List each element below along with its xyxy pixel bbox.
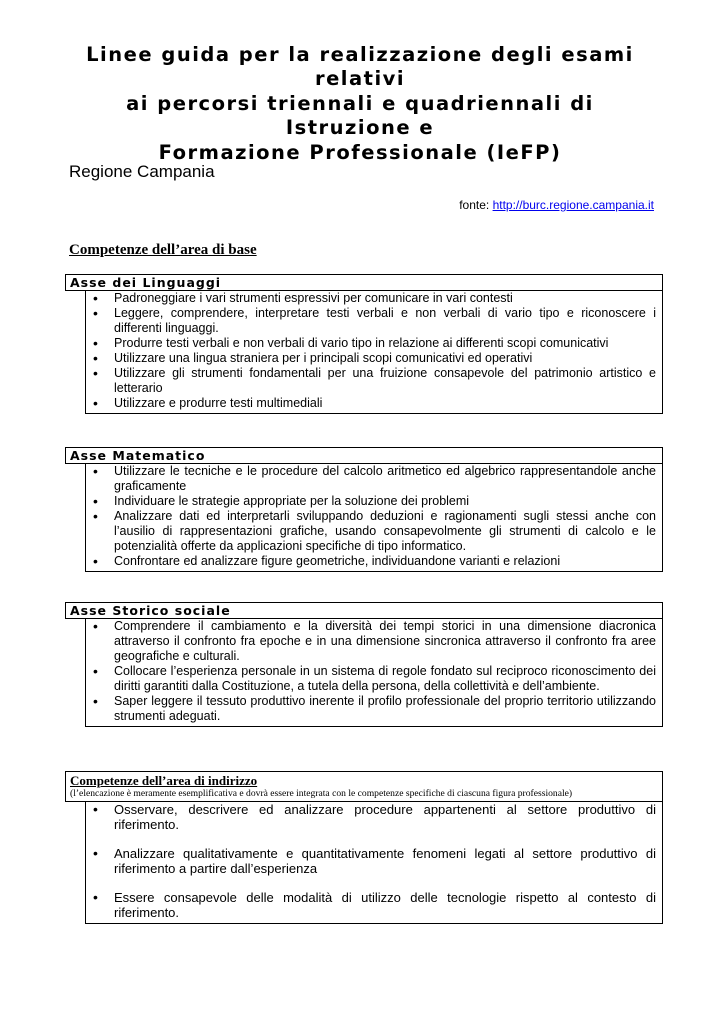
section-title: Asse dei Linguaggi	[65, 274, 663, 291]
list-item: • Confrontare ed analizzare figure geometriche, individuandone varianti e relazioni	[86, 554, 656, 569]
source-line	[459, 198, 654, 212]
list-item: • Padroneggiare i vari strumenti espressivi per comunicare in vari contesti	[86, 291, 656, 306]
address-title: Competenze dell’area di indirizzo	[70, 773, 258, 788]
source-link[interactable]: http://burc.regione.campania.it	[492, 198, 654, 212]
list-item: • Collocare l’esperienza personale in un sistema di regole fondato sul reciproco riconoscimento dei diritti garantiti dalla Costituzione, a tutela della persona, della collettività e dell’ambiente.	[86, 664, 656, 694]
competence-list	[86, 291, 656, 411]
competence-list	[86, 464, 656, 569]
title-line: ai percorsi triennali e quadriennali di	[126, 91, 594, 115]
section-title: Asse Matematico	[65, 447, 663, 464]
list-item: • Comprendere il cambiamento e la diversità dei tempi storici in una dimensione diacronica attraverso il confronto fra epoche e in una dimensione sincronica attraverso il confronto fra aree geografiche e culturali.	[86, 619, 656, 664]
list-item: • Analizzare dati ed interpretarli sviluppando deduzioni e ragionamenti sugli stessi anche con l’ausilio di rappresentazioni grafiche, usando consapevolmente gli strumenti di calcolo e le potenzialità offerte da applicazioni specifiche di tipo informatico.	[86, 509, 656, 554]
section-title: Asse Storico sociale	[65, 602, 663, 619]
section-body	[85, 619, 663, 727]
title-line: Formazione Professionale (IeFP)	[158, 140, 562, 164]
title-line: Linee guida per la realizzazione degli esami	[86, 43, 634, 66]
section-body	[85, 291, 663, 414]
source-label: fonte:	[459, 198, 490, 212]
competence-list	[86, 802, 656, 920]
section-body	[85, 802, 663, 924]
list-item: • Essere consapevole delle modalità di utilizzo delle tecnologie rispetto al contesto di riferimento.	[86, 890, 656, 920]
list-item: • Osservare, descrivere ed analizzare procedure appartenenti al settore produttivo di riferimento.	[86, 802, 656, 832]
list-item: • Utilizzare gli strumenti fondamentali per una fruizione consapevole del patrimonio artistico e letterario	[86, 366, 656, 396]
list-item: • Utilizzare una lingua straniera per i principali scopi comunicativi ed operativi	[86, 351, 656, 366]
list-item: • Leggere, comprendere, interpretare testi verbali e non verbali di vario tipo e riconoscere i differenti linguaggi.	[86, 306, 656, 336]
list-item: • Produrre testi verbali e non verbali di vario tipo in relazione ai differenti scopi comunicativi	[86, 336, 656, 351]
title-line: Istruzione e	[285, 116, 435, 140]
region-name: Regione Campania	[69, 162, 215, 181]
list-item: • Individuare le strategie appropriate per la soluzione dei problemi	[86, 494, 656, 509]
section-body	[85, 464, 663, 572]
address-header	[65, 771, 663, 802]
competence-list	[86, 619, 656, 724]
list-item: • Saper leggere il tessuto produttivo inerente il profilo professionale del proprio territorio utilizzando strumenti adeguati.	[86, 694, 656, 724]
section-linguaggi	[65, 274, 663, 414]
address-note: (l’elencazione è meramente esemplificativa e dovrà essere integrata con le competenze specifiche di ciascuna figura professionale)	[70, 788, 573, 799]
list-item: • Utilizzare le tecniche e le procedure del calcolo aritmetico ed algebrico rappresentandole anche graficamente	[86, 464, 656, 494]
section-indirizzo	[65, 771, 663, 924]
section-matematico	[65, 447, 663, 572]
base-competences-heading: Competenze dell’area di base	[69, 242, 257, 258]
document-title	[60, 43, 660, 165]
title-line: relativi	[314, 67, 406, 91]
section-storico-sociale	[65, 602, 663, 727]
list-item: • Analizzare qualitativamente e quantitativamente fenomeni legati al settore produttivo di riferimento a partire dall’esperienza	[86, 846, 656, 876]
list-item: • Utilizzare e produrre testi multimediali	[86, 396, 656, 411]
